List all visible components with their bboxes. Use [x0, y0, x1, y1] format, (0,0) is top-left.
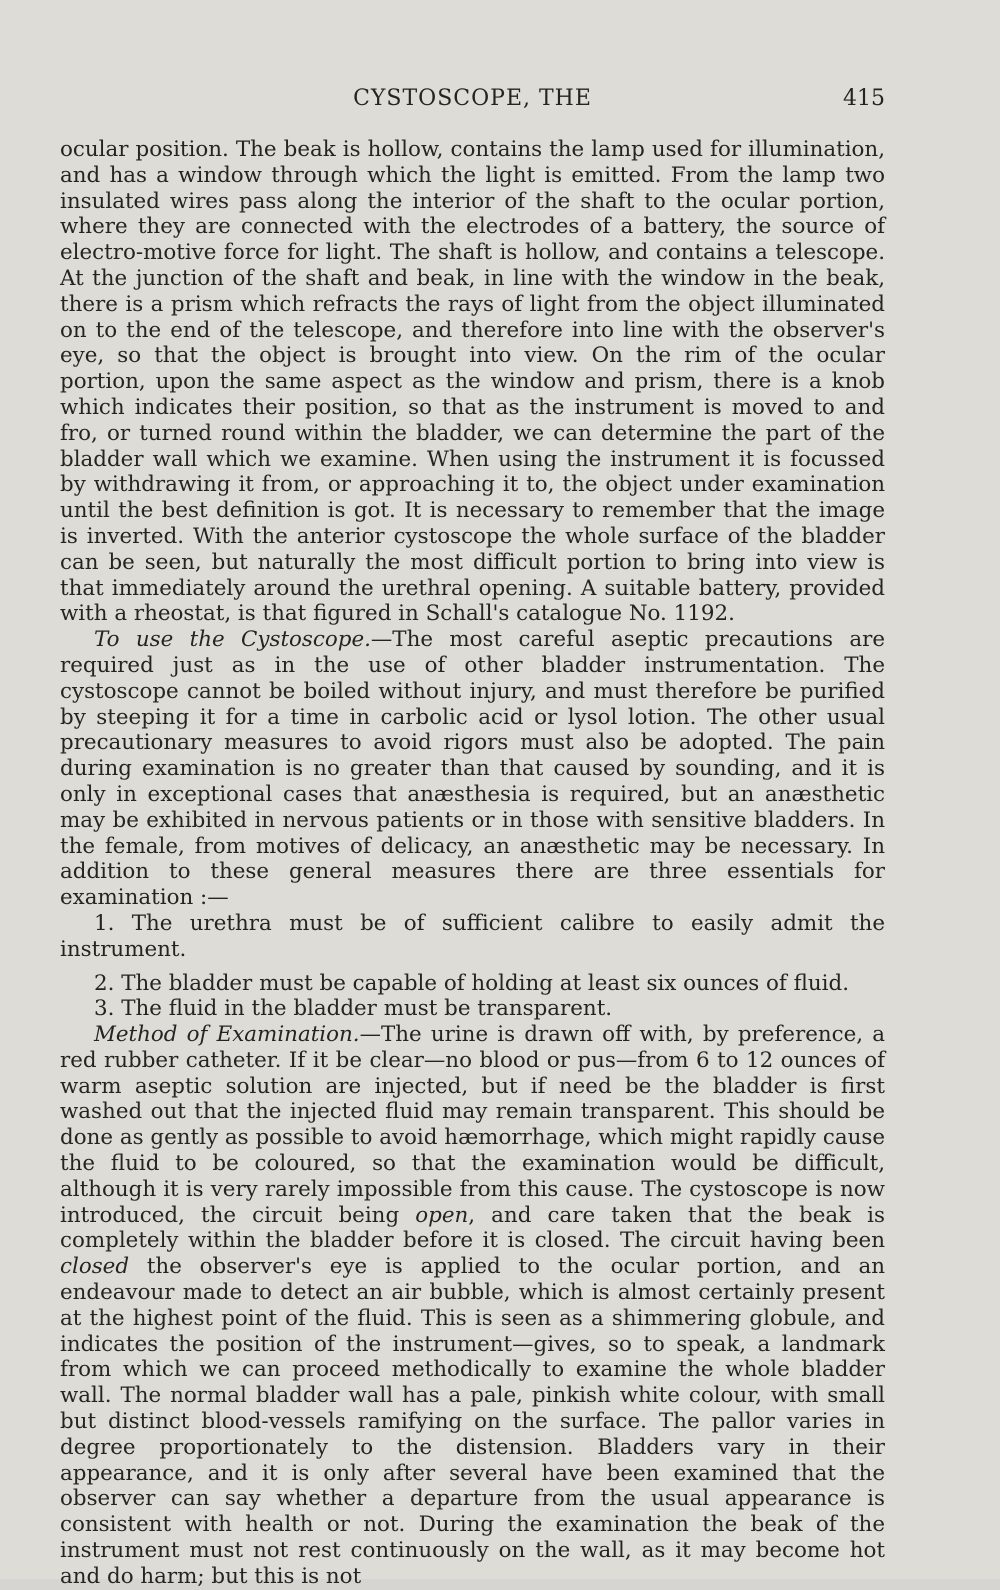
page-number: 415 [843, 86, 885, 111]
paragraph-method [60, 1022, 885, 1590]
paragraph-use-text: —The most careful aseptic precautions are required just as in the use of other bladder instrumentation. The cystoscope cannot be boiled without injury, and must therefore be purified by steeping it for a time in carbolic acid or lysol lotion. The other usual precautionary measures to avoid rigors must also be adopted. The pain during examination is no greater than that caused by sounding, and it is only in exceptional cases that anæsthesia is required, but an anæsthetic may be exhibited in nervous patients or in those with sensitive bladders. In the female, from motives of delicacy, an anæsthetic may be necessary. In addition to these general measures there are three essentials for examination :— [60, 627, 885, 911]
paragraph-method-text: —The urine is drawn off with, by preference, a red rubber catheter. If it be clear—no blood or pus—from 6 to 12 ounces of warm aseptic solution are injected, but if need be the bladder is first washed out that the injected fluid may remain transparent. This should be done as gently as possible to avoid hæmorrhage, which might rapidly cause the fluid to be coloured, so that the examination would be difficult, although it is very rarely impossible from this cause. The cystoscope is now introduced, the circuit being [60, 1022, 885, 1228]
list-item: 2. The bladder must be capable of holding at least six ounces of fluid. [94, 970, 849, 996]
paragraph-method-text: the observer's eye is applied to the ocular portion, and an endeavour made to detect an air bubble, which is almost certainly present at the highest point of the fluid. This is seen as a shimmering globule, and indicates the position of the instrument—gives, so to speak, a landmark from which we can proceed methodically to examine the whole bladder wall. The normal bladder wall has a pale, pinkish white colour, with small but distinct blood-vessels ramifying on the surface. The pallor varies in degree proportionately to the distension. Bladders vary in their appearance, and it is only after several have been examined that the observer can say whether a departure from the usual appearance is consistent with health or not. During the examination the beak of the instrument must not rest continuously on the wall, as it may become hot and do harm; but this is not [60, 1254, 885, 1589]
paragraph-method-text: , and care taken that the beak is completely within the bladder before it is closed. The circuit having been [60, 1202, 885, 1254]
paragraph-use [60, 627, 885, 911]
body-text [60, 137, 885, 1590]
section-heading-method: Method of Examination. [94, 1022, 360, 1048]
page-header [60, 86, 885, 116]
running-title: CYSTOSCOPE, THE [353, 86, 592, 111]
paragraph-construction: ocular position. The beak is hollow, contains the lamp used for illumination, and has a window through which the light is emitted. From the lamp two insulated wires pass along the interior of the shaft to the ocular portion, where they are connected with the electrodes of a battery, the source of electro-motive force for light. The shaft is hollow, and contains a telescope. At the junction of the shaft and beak, in line with the window in the beak, there is a prism which refracts the rays of light from the object illuminated on to the end of the telescope, and therefore into line with the observer's eye, so that the object is brought into view. On the rim of the ocular portion, upon the same aspect as the window and prism, there is a knob which indicates their position, so that as the instrument is moved to and fro, or turned round within the bladder, we can determine the part of the bladder wall which we examine. When using the instrument it is focussed by withdrawing it from, or approaching it to, the object under examination until the best definition is got. It is necessary to remember that the image is inverted. With the anterior cystoscope the whole surface of the bladder can be seen, but naturally the most difficult portion to bring into view is that immediately around the urethral opening. A suitable battery, provided with a rheostat, is that figured in Schall's catalogue No. 1192. [60, 137, 885, 627]
emphasis-closed: closed [60, 1254, 130, 1280]
list-item: 1. The urethra must be of sufficient calibre to easily admit the instrument. [60, 910, 885, 962]
list-item: 3. The fluid in the bladder must be transparent. [94, 996, 613, 1022]
emphasis-open: open [415, 1202, 469, 1228]
section-heading-use: To use the Cystoscope. [94, 627, 371, 653]
